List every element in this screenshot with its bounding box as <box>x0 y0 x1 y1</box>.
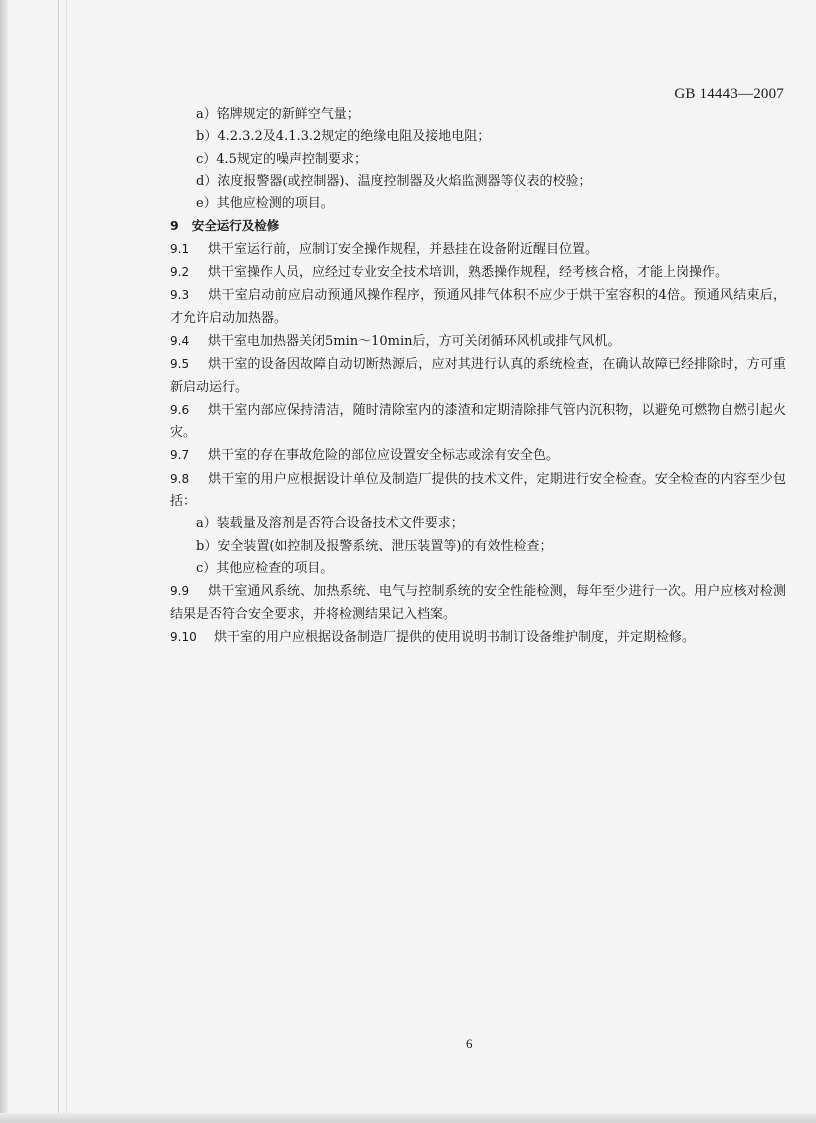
clause <box>170 468 786 514</box>
scan-edge-left <box>0 0 8 1123</box>
clause-number: 9.10 <box>170 629 197 644</box>
clause-number: 9.6 <box>170 402 190 417</box>
clause <box>170 444 786 467</box>
clause <box>170 353 786 399</box>
page-number: 6 <box>466 1036 473 1051</box>
list-item: a）装载量及溶剂是否符合设备技术文件要求； <box>196 516 464 532</box>
scan-line <box>58 0 59 1123</box>
list-item: c）4.5规定的噪声控制要求； <box>196 151 367 167</box>
section-title: 安全运行及检修 <box>191 218 280 234</box>
clause-number: 9.4 <box>170 333 190 348</box>
clause-text: 烘干室的用户应根据设计单位及制造厂提供的技术文件，定期进行安全检查。安全检查的内容至少包括： <box>170 471 786 510</box>
clause-text: 烘干室的用户应根据设备制造厂提供的使用说明书制订设备维护制度，并定期检修。 <box>214 629 696 645</box>
clause-number: 9.2 <box>170 265 190 280</box>
clause <box>170 330 786 353</box>
section-heading <box>170 215 786 237</box>
standard-code: GB 14443—2007 <box>674 86 784 102</box>
document-body <box>170 104 786 649</box>
clause-text: 烘干室的存在事故危险的部位应设置安全标志或涂有安全色。 <box>208 448 560 464</box>
clause <box>170 238 786 261</box>
clause-text: 烘干室操作人员，应经过专业安全技术培训，熟悉操作规程，经考核合格，才能上岗操作。 <box>208 265 729 281</box>
list-item: d）浓度报警器(或控制器)、温度控制器及火焰监测器等仪表的校验； <box>196 173 592 189</box>
clause <box>170 580 786 626</box>
clause <box>170 284 786 330</box>
clause <box>170 626 786 649</box>
clause-text: 烘干室的设备因故障自动切断热源后，应对其进行认真的系统检查，在确认故障已经排除时，方可重新启动运行。 <box>170 357 786 395</box>
clause-number: 9.7 <box>170 448 190 463</box>
clause-text: 烘干室电加热器关闭5min～10min后，方可关闭循环风机或排气风机。 <box>208 333 621 349</box>
section-number: 9 <box>170 218 179 234</box>
clause <box>170 399 786 445</box>
clause-number: 9.5 <box>170 357 190 372</box>
list-item: e）其他应检测的项目。 <box>196 196 334 212</box>
list-item: c）其他应检查的项目。 <box>196 560 334 576</box>
clause-number: 9.3 <box>170 288 190 303</box>
clause-text: 烘干室内部应保持清洁，随时清除室内的漆渣和定期清除排气管内沉积物，以避免可燃物自燃引起火灾。 <box>170 402 786 441</box>
clause-text: 烘干室通风系统、加热系统、电气与控制系统的安全性能检测，每年至少进行一次。用户应核对检测结果是否符合安全要求，并将检测结果记入档案。 <box>170 584 786 622</box>
clause <box>170 261 786 284</box>
scan-line <box>66 0 67 1123</box>
clause-text: 烘干室启动前应启动预通风操作程序，预通风排气体积不应少于烘干室容积的4倍。预通风结束后，才允许启动加热器。 <box>170 288 786 326</box>
scan-edge-bottom <box>0 1113 816 1123</box>
clause-text: 烘干室运行前，应制订安全操作规程，并悬挂在设备附近醒目位置。 <box>208 241 599 257</box>
clause-number: 9.9 <box>170 584 190 599</box>
clause-number: 9.8 <box>170 471 190 486</box>
clause-number: 9.1 <box>170 241 190 256</box>
list-item: b）4.2.3.2及4.1.3.2规定的绝缘电阻及接地电阻； <box>196 129 491 145</box>
list-item: b）安全装置(如控制及报警系统、泄压装置等)的有效性检查； <box>196 538 553 554</box>
list-item: a）铭牌规定的新鲜空气量； <box>196 107 360 122</box>
